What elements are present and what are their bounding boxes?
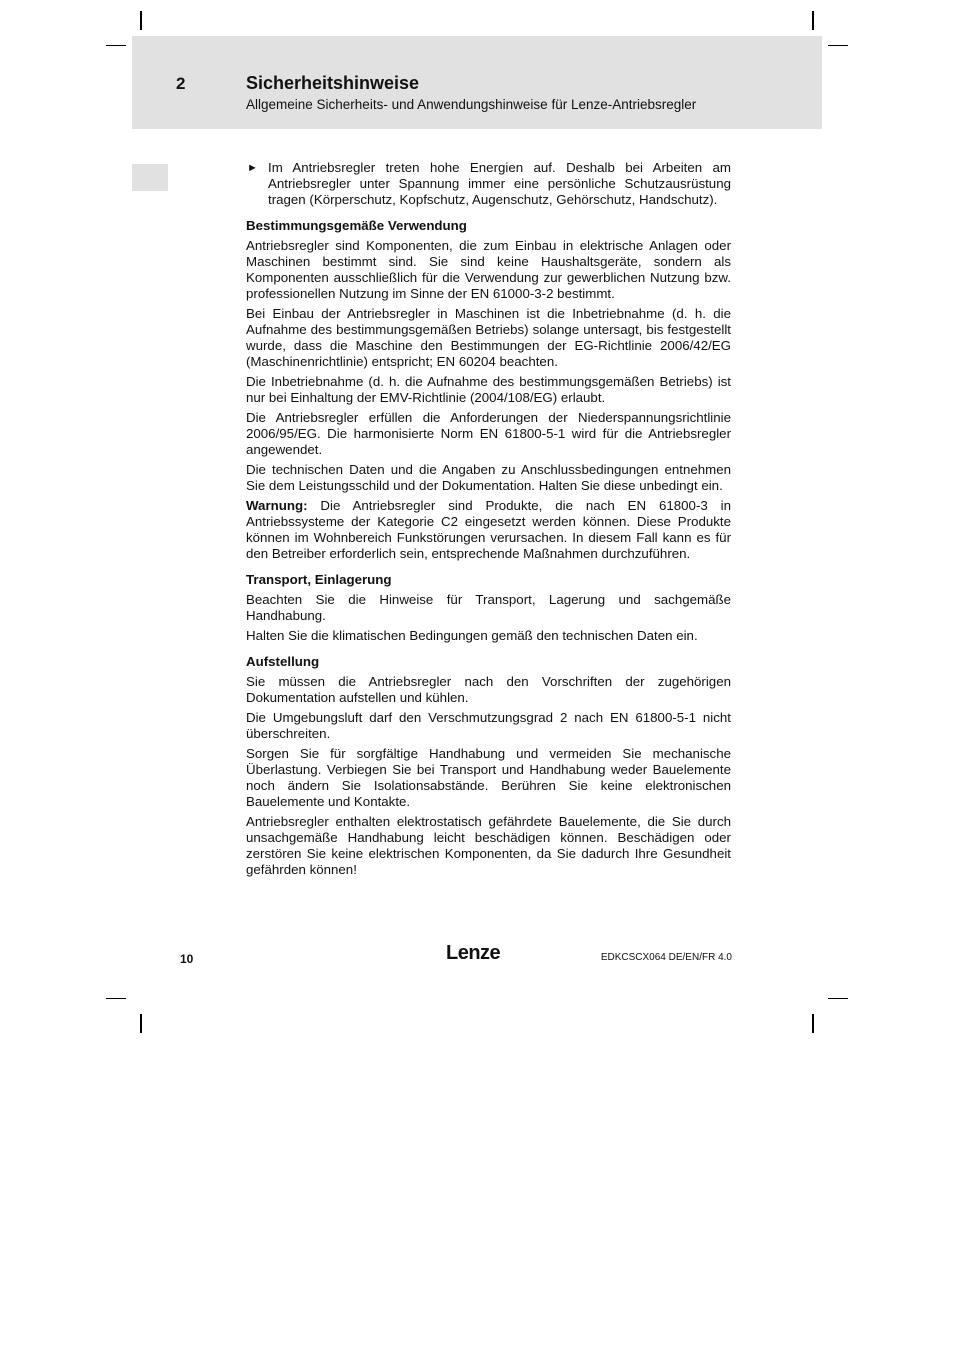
section-heading-transport: Transport, Einlagerung (246, 572, 392, 587)
section-heading-intended-use: Bestimmungsgemäße Verwendung (246, 218, 467, 233)
crop-mark-bottom-left-vertical (140, 1014, 142, 1033)
paragraph: Antriebsregler sind Komponenten, die zum Einbau in elektrische Anlagen oder Maschinen bestimmt sind. Sie sind keine Haushaltsgeräte, sondern als Komponenten ausschließlich für die Verwendung zur gewerblichen Nutzung bzw. professionellen Nutzung im Sinne der EN 61000-3-2 bestimmt. (246, 238, 731, 301)
chapter-subtitle: Allgemeine Sicherheits- und Anwendungshinweise für Lenze-Antriebsregler (246, 97, 697, 112)
chapter-number: 2 (176, 74, 186, 93)
crop-mark-bottom-right-vertical (812, 1014, 814, 1033)
section-heading-installation: Aufstellung (246, 654, 320, 669)
paragraph: Die Inbetriebnahme (d. h. die Aufnahme des bestimmungsgemäßen Betriebs) ist nur bei Einhaltung der EMV-Richtlinie (2004/108/EG) erlaubt. (246, 374, 731, 405)
paragraph: Sie müssen die Antriebsregler nach den Vorschriften der zugehörigen Dokumentation aufstellen und kühlen. (246, 674, 731, 705)
paragraph: Die Umgebungsluft darf den Verschmutzungsgrad 2 nach EN 61800-5-1 nicht überschreiten. (246, 710, 731, 741)
paragraph: Die technischen Daten und die Angaben zu Anschlussbedingungen entnehmen Sie dem Leistungsschild und der Dokumentation. Halten Sie diese unbedingt ein. (246, 462, 731, 493)
crop-mark-top-left-vertical (140, 11, 142, 30)
crop-mark-bottom-left-horizontal (106, 998, 126, 999)
paragraph: Sorgen Sie für sorgfältige Handhabung und vermeiden Sie mechanische Überlastung. Verbiegen Sie bei Transport und Handhabung weder Bauelemente noch ändern Sie Isolationsabstände. Berühren Sie keine elektronischen Bauelemente und Kontakte. (246, 746, 731, 809)
paragraph: Antriebsregler enthalten elektrostatisch gefährdete Bauelemente, die Sie durch unsachgemäße Handhabung leicht beschädigen können. Beschädigen oder zerstören Sie keine elektrischen Komponenten, da Sie dadurch Ihre Gesundheit gefährden können! (246, 814, 731, 877)
bullet-item (246, 160, 731, 208)
crop-mark-top-right-horizontal (828, 45, 848, 46)
paragraph: Beachten Sie die Hinweise für Transport, Lagerung und sachgemäße Handhabung. (246, 592, 731, 623)
lenze-logo: Lenze (446, 942, 501, 964)
bullet-text: Im Antriebsregler treten hohe Energien auf. Deshalb bei Arbeiten am Antriebsregler unter Spannung immer eine persönliche Schutzausrüstung tragen (Körperschutz, Kopfschutz, Augenschutz, Gehörschutz, Handschutz). (268, 160, 731, 207)
paragraph: Bei Einbau der Antriebsregler in Maschinen ist die Inbetriebnahme (d. h. die Aufnahme des bestimmungsgemäßen Betriebs) solange untersagt, bis festgestellt wurde, dass die Maschine den Bestimmungen der EG-Richtlinie 2006/42/EG (Maschinenrichtlinie) entspricht; EN 60204 beachten. (246, 306, 731, 369)
warning-text: Die Antriebsregler sind Produkte, die nach EN 61800-3 in Antriebssysteme der Kategorie C2 eingesetzt werden können. Diese Produkte können im Wohnbereich Funkstörungen verursachen. In diesem Fall kann es für den Betreiber erforderlich sein, entsprechende Maßnahmen durchzuführen. (246, 498, 731, 561)
chapter-title: Sicherheitshinweise (246, 73, 420, 93)
crop-mark-top-left-horizontal (106, 45, 126, 46)
page-number: 10 (180, 952, 194, 966)
triangle-right-icon: ► (247, 162, 258, 174)
side-tab-marker (132, 164, 168, 191)
crop-mark-top-right-vertical (812, 11, 814, 30)
paragraph: Die Antriebsregler erfüllen die Anforderungen der Niederspannungsrichtlinie 2006/95/EG. Die harmonisierte Norm EN 61800-5-1 wird für die Antriebsregler angewendet. (246, 410, 731, 457)
main-content (246, 160, 731, 882)
warning-label: Warnung: (246, 498, 308, 513)
crop-mark-bottom-right-horizontal (828, 998, 848, 999)
paragraph: Halten Sie die klimatischen Bedingungen gemäß den technischen Daten ein. (246, 628, 698, 643)
document-id: EDKCSCX064 DE/EN/FR 4.0 (600, 952, 732, 963)
warning-paragraph (246, 498, 731, 562)
header-band (132, 36, 822, 129)
